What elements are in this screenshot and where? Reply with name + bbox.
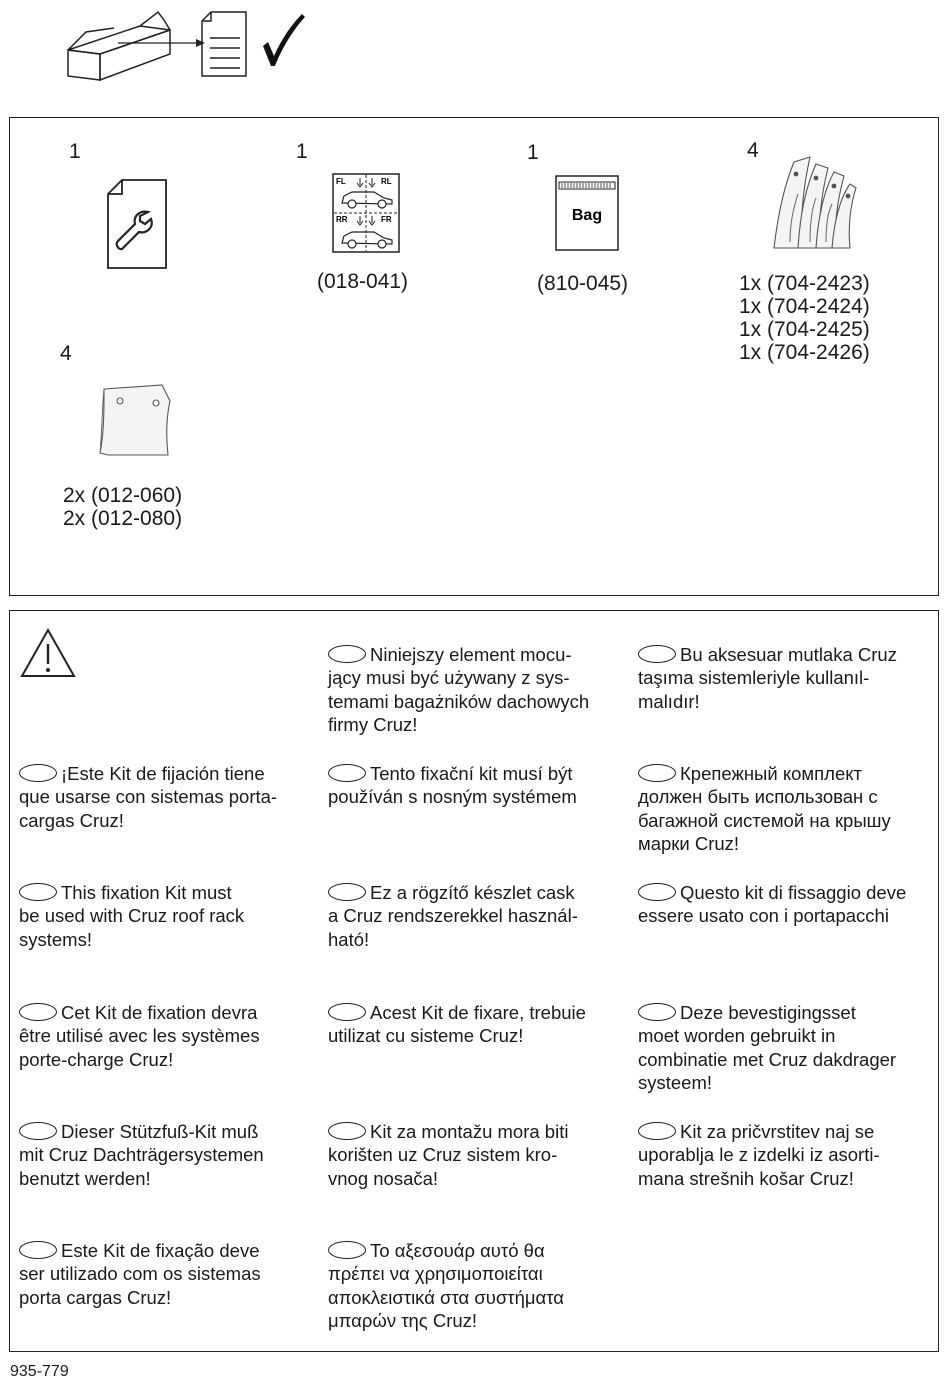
warning-message <box>328 881 623 951</box>
warning-message <box>638 1001 933 1094</box>
warning-text-line: μπαρών της Cruz! <box>328 1309 478 1331</box>
language-flag-oval-icon <box>328 764 366 782</box>
language-flag-oval-icon <box>328 1003 366 1021</box>
language-flag-oval-icon <box>19 1122 57 1140</box>
part-code: 2x (012-060) <box>63 484 183 507</box>
label-rl: RL <box>381 177 392 186</box>
warning-text-line: firmy Cruz! <box>328 713 418 735</box>
warning-text-line: jący musi być używany z sys- <box>328 667 570 689</box>
warning-text-line: ¡Este Kit de fijación tiene <box>61 763 265 784</box>
warning-text-line: Acest Kit de fixare, trebuie <box>370 1002 586 1023</box>
warning-message <box>638 881 933 928</box>
warning-text-line: Deze bevestigingsset <box>680 1002 856 1023</box>
warning-message <box>638 762 933 855</box>
warning-text-line: essere usato con i portapacchi <box>638 905 889 927</box>
language-flag-oval-icon <box>638 883 676 901</box>
warning-text-line: vnog nosača! <box>328 1167 439 1189</box>
warning-text-line: This fixation Kit must <box>61 882 232 903</box>
warning-message <box>328 1120 623 1190</box>
warning-text-line: uporablja le z izdelki iz asorti- <box>638 1144 880 1166</box>
language-flag-oval-icon <box>19 1003 57 1021</box>
warning-text-line: systeem! <box>638 1071 713 1093</box>
warning-text-line: benutzt werden! <box>19 1167 151 1189</box>
bag-label: Bag <box>571 207 603 224</box>
language-flag-oval-icon <box>328 1241 366 1259</box>
language-flag-oval-icon <box>638 1003 676 1021</box>
language-flag-oval-icon <box>328 883 366 901</box>
language-flag-oval-icon <box>638 764 676 782</box>
part-quantity: 4 <box>60 342 72 365</box>
warning-text-line: be used with Cruz roof rack <box>19 905 245 927</box>
label-rr: RR <box>336 215 348 224</box>
warning-text-line: malıdır! <box>638 690 700 712</box>
warning-message <box>638 643 933 713</box>
language-flag-oval-icon <box>328 645 366 663</box>
warning-triangle-icon <box>19 627 77 679</box>
warning-text-line: combinatie met Cruz dakdrager <box>638 1048 897 1070</box>
warning-text-line: марки Cruz! <box>638 832 740 854</box>
warning-text-line: Este Kit de fixação deve <box>61 1240 260 1261</box>
warning-text-line: používán s nosným systémem <box>328 786 577 808</box>
warning-text-line: Tento fixační kit musí být <box>370 763 573 784</box>
warning-text-line: багажной системой на крышу <box>638 809 891 831</box>
warning-text-line: porta cargas Cruz! <box>19 1286 172 1308</box>
warning-text-line: porte-charge Cruz! <box>19 1048 174 1070</box>
warning-message <box>328 1239 623 1332</box>
bracket-icon <box>770 154 862 254</box>
warning-text-line: αποκλειστικά στα συστήματα <box>328 1286 564 1308</box>
part-code: 1x (704-2426) <box>739 341 870 364</box>
fitting-positions-sheet-icon <box>332 173 400 253</box>
warning-text-line: Cet Kit de fixation devra <box>61 1002 258 1023</box>
warning-text-line: Kit za montažu mora biti <box>370 1121 569 1142</box>
check-icon <box>263 14 305 66</box>
language-flag-oval-icon <box>19 883 57 901</box>
warning-message <box>19 762 314 832</box>
part-quantity: 1 <box>296 140 308 163</box>
language-flag-oval-icon <box>19 764 57 782</box>
part-quantity: 1 <box>69 140 81 163</box>
instruction-manual-icon <box>104 176 170 272</box>
warning-message <box>19 881 314 951</box>
language-flag-oval-icon <box>638 645 676 663</box>
language-flag-oval-icon <box>328 1122 366 1140</box>
parts-list-panel <box>9 117 939 596</box>
warning-text-line: πρέπει να χρησιμοποιείται <box>328 1263 543 1285</box>
warning-text-line: systems! <box>19 928 92 950</box>
warning-message <box>19 1239 314 1309</box>
compatibility-warning-panel <box>9 610 939 1352</box>
warning-message <box>19 1120 314 1190</box>
part-code: (810-045) <box>537 272 629 295</box>
part-code: 1x (704-2423) <box>739 272 870 295</box>
warning-text-line: moet worden gebruikt in <box>638 1025 836 1047</box>
language-flag-oval-icon <box>19 1241 57 1259</box>
warning-text-line: ser utilizado com os sistemas <box>19 1263 261 1285</box>
warning-text-line: être utilisé avec les systèmes <box>19 1025 260 1047</box>
warning-text-line: mana strešnih košar Cruz! <box>638 1167 854 1189</box>
warning-text-line: Το αξεσουάρ αυτό θα <box>370 1240 545 1261</box>
warning-text-line: Крепежный комплект <box>680 763 863 784</box>
label-fl: FL <box>336 177 346 186</box>
part-quantity: 1 <box>527 141 539 164</box>
warning-text-line: a Cruz rendszerekkel használ- <box>328 905 578 927</box>
warning-message <box>328 643 623 736</box>
warning-text-line: mit Cruz Dachträgersystemen <box>19 1144 264 1166</box>
warning-text-line: taşıma sistemleriyle kullanıl- <box>638 667 870 689</box>
box-icon <box>68 12 170 80</box>
document-icon <box>202 12 246 76</box>
language-flag-oval-icon <box>638 1122 676 1140</box>
warning-message <box>638 1120 933 1190</box>
warning-text-line: Kit za pričvrstitev naj se <box>680 1121 875 1142</box>
arrow-icon <box>118 39 205 47</box>
warning-message <box>328 1001 623 1048</box>
document-number: 935-779 <box>10 1363 69 1380</box>
warning-text-line: que usarse con sistemas porta- <box>19 786 278 808</box>
warning-text-line: korišten uz Cruz sistem kro- <box>328 1144 558 1166</box>
label-fr: FR <box>381 215 392 224</box>
warning-text-line: utilizat cu sisteme Cruz! <box>328 1025 524 1047</box>
warning-text-line: Dieser Stützfuß-Kit muß <box>61 1121 259 1142</box>
warning-message <box>328 762 623 809</box>
unpack-check-illustration <box>60 8 320 83</box>
part-code: 1x (704-2425) <box>739 318 870 341</box>
warning-text-line: Niniejszy element mocu- <box>370 644 572 665</box>
part-code: 2x (012-080) <box>63 507 183 530</box>
part-code: 1x (704-2424) <box>739 295 870 318</box>
warning-text-line: должен быть использован с <box>638 786 878 808</box>
plate-icon <box>96 379 182 459</box>
part-quantity: 4 <box>747 139 759 162</box>
warning-message <box>19 1001 314 1071</box>
warning-text-line: temami bagażników dachowych <box>328 690 590 712</box>
warning-text-line: Questo kit di fissaggio deve <box>680 882 907 903</box>
warning-text-line: Ez a rögzítő készlet cask <box>370 882 575 903</box>
part-code: (018-041) <box>317 270 409 293</box>
warning-text-line: Bu aksesuar mutlaka Cruz <box>680 644 897 665</box>
bag-icon <box>555 175 619 251</box>
warning-text-line: cargas Cruz! <box>19 809 124 831</box>
warning-text-line: ható! <box>328 928 370 950</box>
